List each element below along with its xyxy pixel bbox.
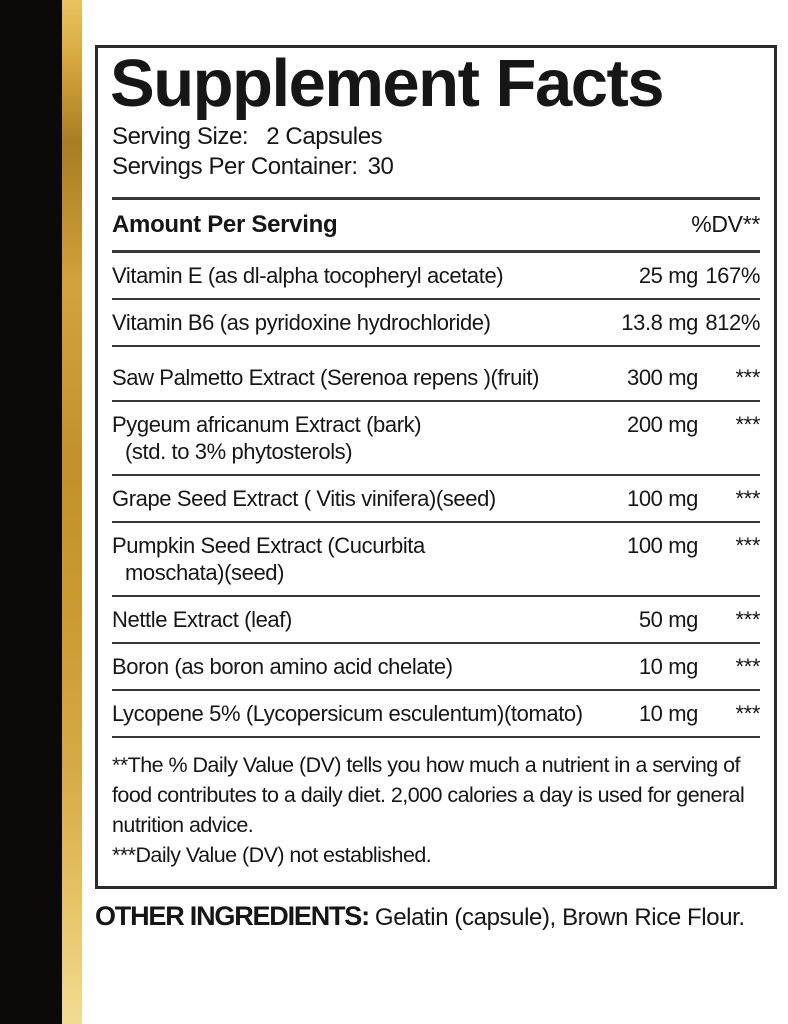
ingredient-amount: 100 mg (627, 533, 698, 558)
ingredient-dv: *** (735, 412, 760, 437)
ingredient-name: Saw Palmetto Extract (Serenoa repens )(fruit) (112, 365, 540, 390)
footnote-not-established: ***Daily Value (DV) not established. (112, 843, 432, 867)
other-ingredients-value: Gelatin (capsule), Brown Rice Flour. (374, 904, 745, 931)
footnotes (112, 738, 760, 870)
ingredient-name: Lycopene 5% (Lycopersicum esculentum)(tomato) (112, 701, 583, 726)
ingredient-row-saw-palmetto (112, 347, 760, 402)
serving-size-value: 2 Capsules (266, 123, 383, 150)
ingredient-row-nettle (112, 597, 760, 644)
ingredient-amount: 300 mg (627, 365, 698, 390)
ingredient-dv: *** (735, 486, 760, 511)
ingredient-amount: 13.8 mg (621, 310, 698, 335)
ingredient-dv: *** (735, 654, 760, 679)
column-header-row (112, 200, 760, 250)
ingredient-dv: *** (735, 607, 760, 632)
ingredient-row-boron (112, 644, 760, 691)
ingredient-dv: *** (735, 533, 760, 558)
ingredient-dv: 167% (705, 263, 760, 288)
ingredient-name: Vitamin E (as dl-alpha tocopheryl acetate) (112, 263, 504, 288)
ingredient-dv: *** (735, 365, 760, 390)
amount-per-serving-header: Amount Per Serving (112, 211, 338, 238)
ingredient-amount: 25 mg (638, 263, 698, 288)
other-ingredients-label: OTHER INGREDIENTS: (95, 901, 369, 931)
panel-title: Supplement Facts (110, 46, 664, 121)
ingredient-row-pygeum (112, 402, 760, 476)
ingredient-amount: 100 mg (627, 486, 698, 511)
ingredient-name-line2: moschata)(seed) (125, 560, 285, 585)
other-ingredients-line (95, 899, 785, 938)
ingredient-name: Boron (as boron amino acid chelate) (112, 654, 453, 679)
ingredient-row-vitamin-b6 (112, 300, 760, 347)
serving-size-label: Serving Size: (112, 123, 249, 150)
ingredient-name: Nettle Extract (leaf) (112, 607, 292, 632)
left-black-bar (0, 0, 62, 1024)
ingredient-name-line2: (std. to 3% phytosterols) (125, 439, 353, 464)
ingredient-amount: 50 mg (638, 607, 698, 632)
ingredient-rows (112, 253, 760, 738)
percent-dv-header: %DV** (691, 211, 760, 237)
ingredient-name: Grape Seed Extract ( Vitis vinifera)(seed) (112, 486, 496, 511)
ingredient-amount: 10 mg (638, 654, 698, 679)
ingredient-row-lycopene (112, 691, 760, 738)
footnote-daily-value: **The % Daily Value (DV) tells you how much a nutrient in a serving of food contributes to a daily diet. 2,000 calories a day is used for general nutrition advice. (112, 753, 745, 837)
servings-per-container-line (112, 152, 760, 182)
ingredient-amount: 200 mg (627, 412, 698, 437)
ingredient-row-grape-seed (112, 476, 760, 523)
ingredient-name: Vitamin B6 (as pyridoxine hydrochloride) (112, 310, 491, 335)
gold-accent-stripe (62, 0, 82, 1024)
servings-per-container-value: 30 (367, 153, 394, 180)
ingredient-dv: *** (735, 701, 760, 726)
ingredient-row-vitamin-e (112, 253, 760, 300)
supplement-facts-panel (95, 45, 777, 889)
serving-size-line (112, 122, 760, 152)
ingredient-amount: 10 mg (638, 701, 698, 726)
ingredient-dv: 812% (705, 310, 760, 335)
ingredient-name: Pygeum africanum Extract (bark) (112, 412, 422, 437)
servings-per-container-label: Servings Per Container: (112, 153, 358, 180)
ingredient-row-pumpkin-seed (112, 523, 760, 597)
ingredient-name: Pumpkin Seed Extract (Cucurbita (112, 533, 425, 558)
